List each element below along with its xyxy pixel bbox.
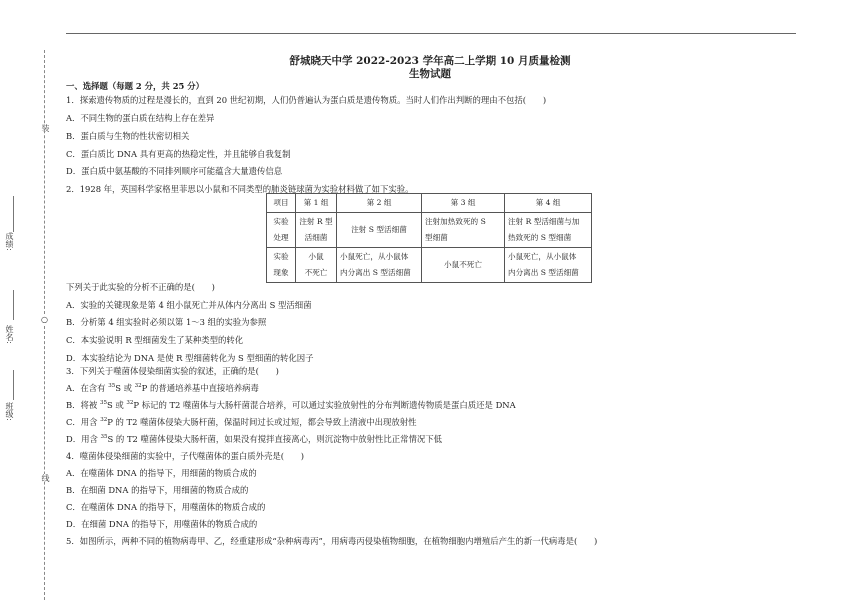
question-4-option-c[interactable]: C．在噬菌体 DNA 的指导下，用噬菌体的物质合成的 [66, 502, 266, 512]
table-header: 第 4 组 [505, 194, 592, 213]
binding-marker: ○ [40, 315, 49, 324]
binding-label: 装 [41, 124, 50, 132]
section-heading: 一、选择题（每题 2 分，共 25 分） [66, 81, 205, 91]
table-row-label: 实验 现象 [267, 248, 296, 283]
question-4-option-a[interactable]: A．在噬菌体 DNA 的指导下，用细菌的物质合成的 [66, 468, 257, 478]
experiment-table [266, 193, 592, 283]
page-title: 舒城晓天中学 2022-2023 学年高二上学期 10 月质量检测 [289, 55, 571, 67]
question-4-option-b[interactable]: B．在细菌 DNA 的指导下，用细菌的物质合成的 [66, 485, 249, 495]
table-header-row [267, 194, 592, 213]
question-3-option-b[interactable]: B．将被 $^{35}$S 或 $^{32}$P 标记的 T2 噬菌体与大肠杆菌混合培养，可以通过实验放射性的分布判断遗传物质是蛋白质还是 DNA [66, 400, 516, 410]
question-2-option-b[interactable]: B．分析第 4 组实验时必须以第 1～3 组的实验为参照 [66, 317, 267, 327]
question-3-stem: 3．下列关于噬菌体侵染细菌实验的叙述，正确的是( ) [66, 366, 279, 376]
table-header: 项目 [267, 194, 296, 213]
score-blank[interactable] [13, 196, 14, 236]
name-blank[interactable] [13, 290, 14, 320]
class-blank[interactable] [13, 370, 14, 400]
score-label: 成绩: [5, 232, 14, 251]
table-cell: 注射加热致死的 S 型细菌 [422, 213, 505, 248]
binding-line [44, 50, 45, 600]
name-label: 姓名: [5, 325, 14, 344]
question-2-option-a[interactable]: A．实验的关键现象是第 4 组小鼠死亡并从体内分离出 S 型活细菌 [66, 300, 312, 310]
question-1-option-c[interactable]: C．蛋白质比 DNA 具有更高的热稳定性，并且能够自我复制 [66, 149, 291, 159]
table-row [267, 213, 592, 248]
top-rule [66, 33, 796, 34]
table-cell: 注射 R 型活细菌与加 热致死的 S 型细菌 [505, 213, 592, 248]
table-cell: 小鼠不死亡 [422, 248, 505, 283]
question-4-option-d[interactable]: D．在细菌 DNA 的指导下，用噬菌体的物质合成的 [66, 519, 258, 529]
table-cell: 注射 S 型活细菌 [337, 213, 422, 248]
table-header: 第 2 组 [337, 194, 422, 213]
question-1-option-b[interactable]: B．蛋白质与生物的性状密切相关 [66, 131, 190, 141]
question-3-option-c[interactable]: C．用含 $^{32}$P 的 T2 噬菌体侵染大肠杆菌，保温时间过长或过短，都会导致上清液中出现放射性 [66, 417, 417, 427]
question-1-stem: 1．探索遗传物质的过程是漫长的，直到 20 世纪初期，人们仍普遍认为蛋白质是遗传物质。当时人们作出判断的理由不包括( ) [66, 95, 547, 105]
question-1-option-a[interactable]: A．不同生物的蛋白质在结构上存在差异 [66, 113, 215, 123]
table-cell: 注射 R 型 活细菌 [296, 213, 337, 248]
question-2-option-d[interactable]: D．本实验结论为 DNA 是使 R 型细菌转化为 S 型细菌的转化因子 [66, 353, 314, 363]
table-header: 第 3 组 [422, 194, 505, 213]
class-label: 班级: [5, 402, 14, 421]
table-cell: 小鼠死亡，从小鼠体 内分离出 S 型活细菌 [505, 248, 592, 283]
question-3-option-a[interactable]: A．在含有 $^{35}$S 或 $^{32}$P 的普通培养基中直接培养病毒 [66, 383, 259, 393]
page-subtitle: 生物试题 [409, 68, 451, 80]
question-2-stem: 2．1928 年，英国科学家格里菲思以小鼠和不同类型的肺炎链球菌为实验材料做了如下实验。 [66, 184, 414, 194]
table-cell: 小鼠 不死亡 [296, 248, 337, 283]
table-row-label: 实验 处理 [267, 213, 296, 248]
line-label: 线 [41, 474, 50, 482]
question-4-stem: 4．噬菌体侵染细菌的实验中，子代噬菌体的蛋白质外壳是( ) [66, 451, 304, 461]
table-cell: 小鼠死亡，从小鼠体 内分离出 S 型活细菌 [337, 248, 422, 283]
question-2-option-c[interactable]: C．本实验说明 R 型细菌发生了某种类型的转化 [66, 335, 244, 345]
table-row [267, 248, 592, 283]
question-2-prompt: 下列关于此实验的分析不正确的是( ) [66, 282, 215, 292]
question-1-option-d[interactable]: D．蛋白质中氨基酸的不同排列顺序可能蕴含大量遗传信息 [66, 166, 283, 176]
question-3-option-d[interactable]: D．用含 $^{35}$S 的 T2 噬菌体侵染大肠杆菌，如果没有搅拌直接离心，则沉淀物中放射性比正常情况下低 [66, 434, 443, 444]
table-header: 第 1 组 [296, 194, 337, 213]
question-5-stem: 5．如图所示，两种不同的植物病毒甲、乙，经重建形成“杂种病毒丙”，用病毒丙侵染植物细胞，在植物细胞内增殖后产生的新一代病毒是( ) [66, 536, 598, 546]
